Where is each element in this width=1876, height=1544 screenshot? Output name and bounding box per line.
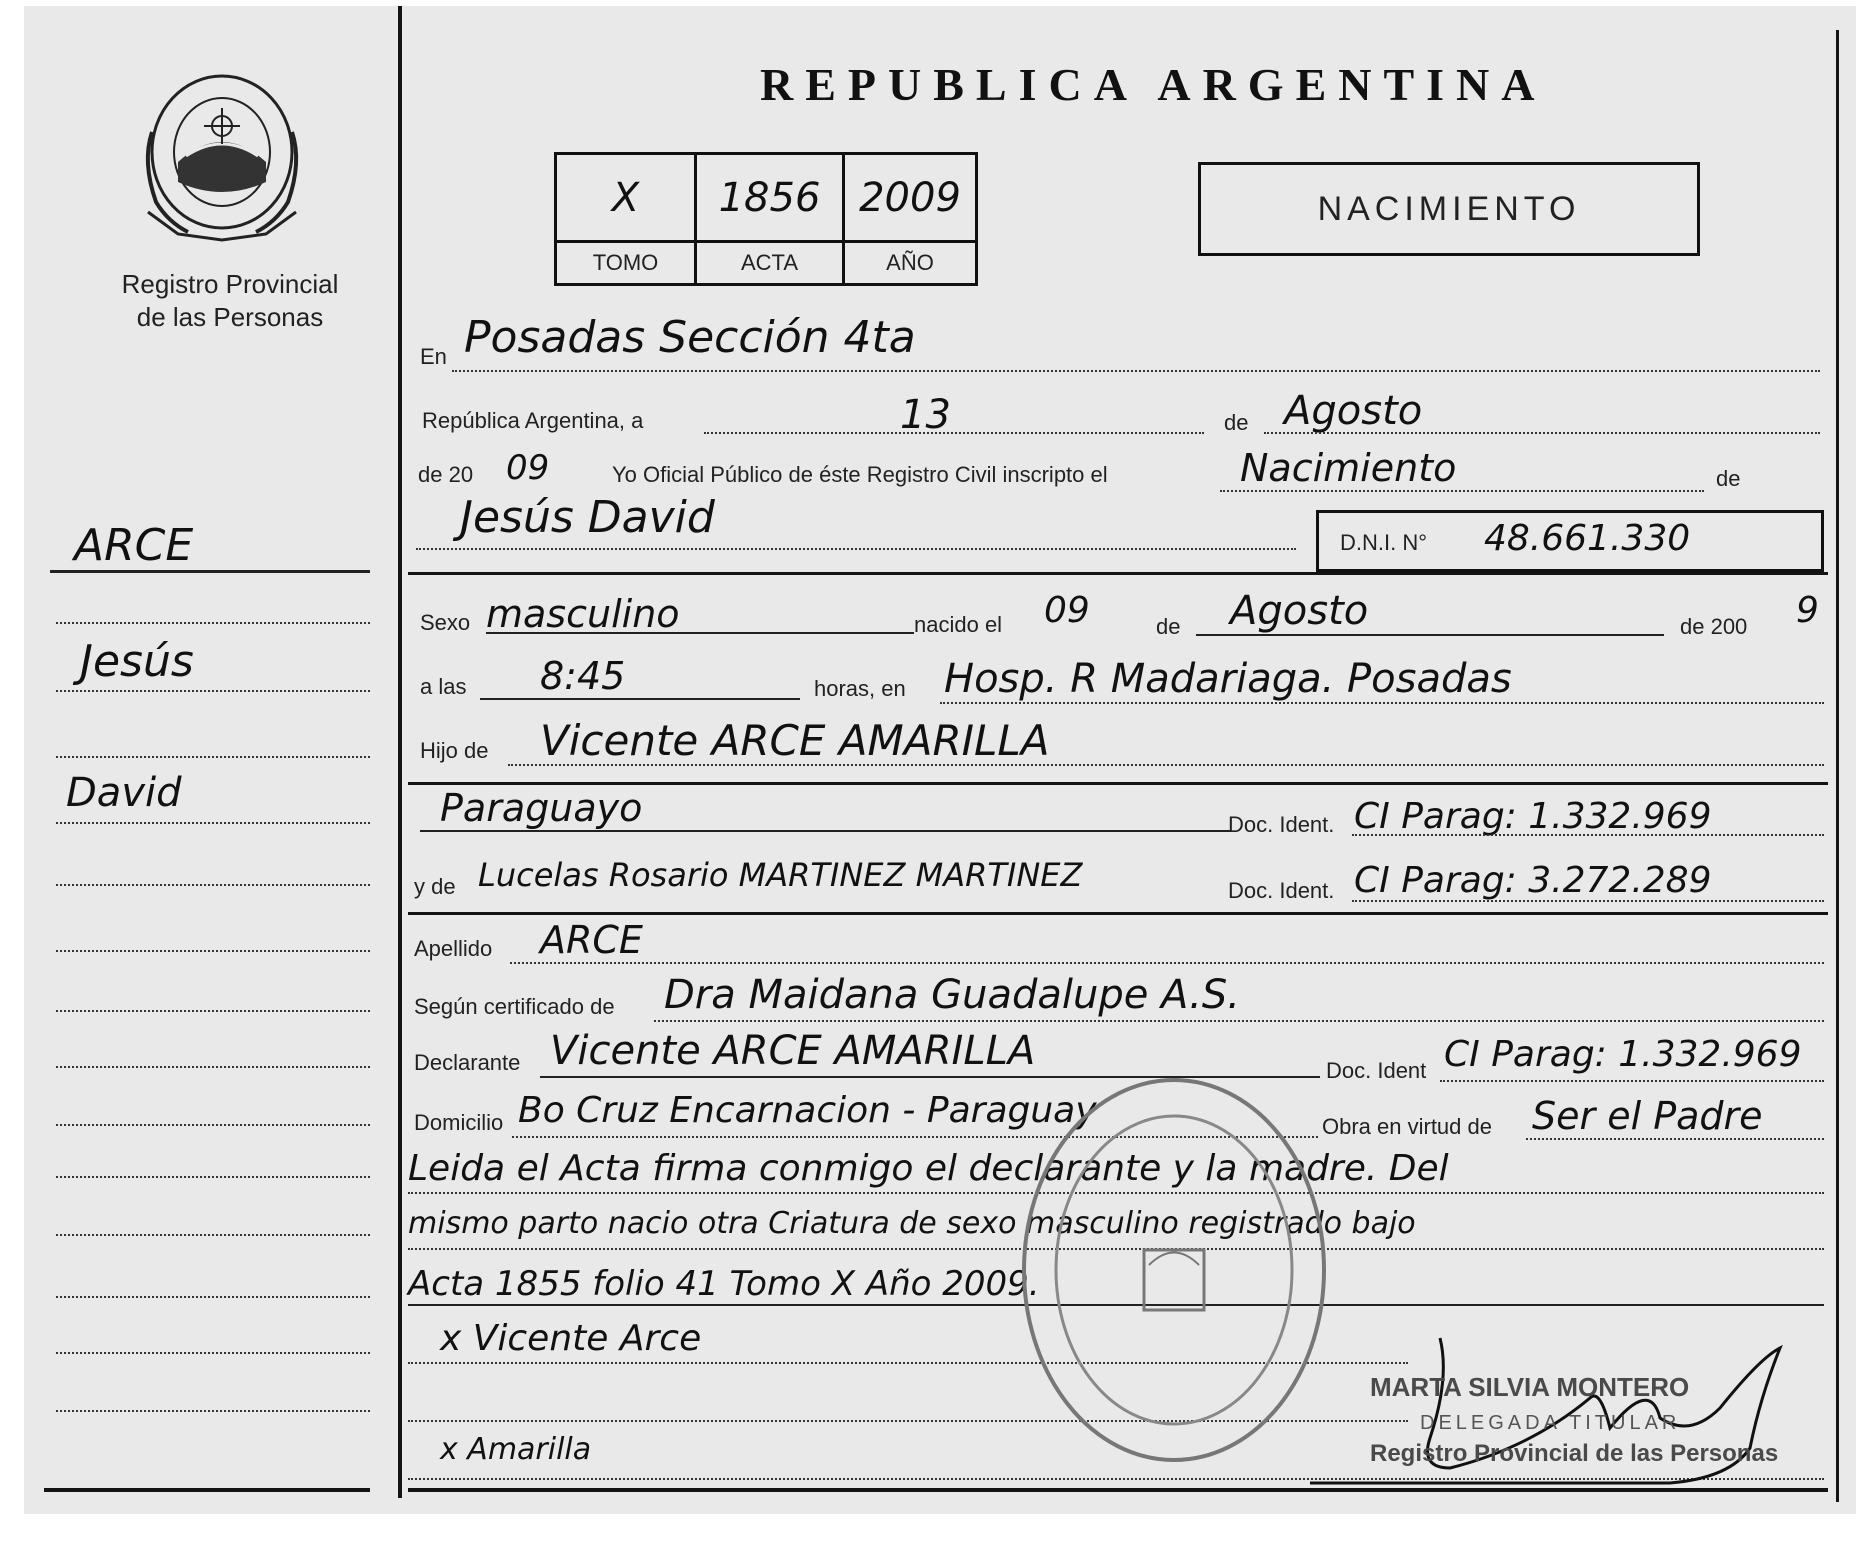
label-obra: Obra en virtud de (1322, 1114, 1492, 1139)
provincial-seal-logo (138, 62, 306, 244)
day-line (704, 432, 1204, 434)
official-name: MARTA SILVIA MONTERO (1370, 1372, 1690, 1402)
certificado-line (654, 1020, 1824, 1022)
child-name-line (416, 548, 1296, 550)
official-round-stamp (1014, 1070, 1334, 1470)
label-republica: República Argentina, a (422, 408, 644, 433)
organization-line-1: Registro Provincial (121, 269, 339, 299)
document-title: REPUBLICA ARGENTINA (760, 59, 1547, 110)
lugar-line (940, 702, 1824, 704)
registry-table (554, 152, 978, 286)
label-dni: D.N.I. N° (1340, 530, 1428, 555)
official-office: Registro Provincial de las Personas (1370, 1440, 1779, 1467)
tomo-label: TOMO (557, 240, 694, 285)
signature-madre: x Amarilla (440, 1432, 592, 1467)
domicilio-value: Bo Cruz Encarnacion - Paraguay (518, 1090, 1097, 1131)
right-border (1836, 30, 1839, 1502)
birth-day-value: 09 (1044, 590, 1090, 631)
label-apellido: Apellido (414, 936, 493, 961)
margin-dotted-line (56, 1296, 370, 1298)
place-line (452, 370, 1820, 372)
nationality-line (420, 830, 1230, 832)
mother-rule (408, 912, 1828, 915)
hora-value: 8:45 (540, 654, 626, 698)
father-doc-value: CI Parag: 1.332.969 (1354, 796, 1712, 837)
sexo-value: masculino (486, 592, 680, 636)
tomo-value: X (611, 175, 640, 221)
tomo-cell (557, 155, 697, 285)
acta-cell (697, 155, 845, 285)
certificado-value: Dra Maidana Guadalupe A.S. (664, 972, 1240, 1018)
apellido-line (510, 962, 1824, 964)
margin-name-1: Jesús (80, 636, 194, 687)
label-sexo: Sexo (420, 610, 471, 635)
parents-rule (408, 782, 1828, 785)
margin-dotted-line (56, 884, 370, 886)
margin-dotted-line (56, 1010, 370, 1012)
father-doc-line (1352, 834, 1824, 836)
mother-doc-value: CI Parag: 3.272.289 (1354, 860, 1712, 901)
label-doc-declarante: Doc. Ident (1326, 1058, 1427, 1083)
margin-dotted-line (56, 622, 370, 624)
label-yde: y de (414, 874, 456, 899)
day-value: 13 (900, 392, 951, 438)
margin-dotted-line (56, 756, 370, 758)
margin-dotted-line (56, 1410, 370, 1412)
label-hijo: Hijo de (420, 738, 489, 763)
month-line (1264, 432, 1820, 434)
father-line (508, 764, 1824, 766)
acta-value: 1856 (718, 175, 821, 221)
note-line-2: mismo parto nacio otra Criatura de sexo masculino registrado bajo (408, 1206, 1416, 1241)
place-value: Posadas Sección 4ta (464, 312, 916, 363)
declarante-doc-value: CI Parag: 1.332.969 (1444, 1034, 1802, 1075)
left-bottom-rule (44, 1488, 370, 1492)
margin-surname: ARCE (74, 520, 194, 571)
anio-cell (845, 155, 975, 285)
label-oficial: Yo Oficial Público de éste Registro Civil inscripto el (612, 462, 1108, 487)
declarante-doc-line (1440, 1080, 1824, 1082)
organization-name (80, 268, 380, 334)
birth-month-value: Agosto (1230, 588, 1369, 634)
label-alas: a las (420, 674, 467, 699)
label-horas: horas, en (814, 676, 906, 701)
label-certificado: Según certificado de (414, 994, 615, 1019)
declarante-value: Vicente ARCE AMARILLA (550, 1028, 1036, 1074)
margin-name-2: David (66, 770, 182, 816)
act-name-line (1220, 490, 1704, 492)
label-de: de (1224, 410, 1249, 435)
hora-line (480, 698, 800, 700)
birth-month-line (1196, 634, 1664, 636)
label-de200: de 200 (1680, 614, 1748, 639)
father-value: Vicente ARCE AMARILLA (540, 716, 1050, 765)
acta-label: ACTA (697, 240, 842, 285)
mother-value: Lucelas Rosario MARTINEZ MARTINEZ (478, 856, 1083, 894)
label-de-after: de (1716, 466, 1741, 491)
label-en: En (420, 344, 447, 369)
label-de-birth: de (1156, 614, 1181, 639)
month-value: Agosto (1284, 388, 1423, 434)
official-signature (1290, 1318, 1810, 1498)
margin-surname-line (50, 570, 370, 573)
margin-dotted-line (56, 690, 370, 692)
sexo-line (486, 632, 914, 634)
note-line-3: Acta 1855 folio 41 Tomo X Año 2009. (408, 1264, 1040, 1304)
label-de20: de 20 (418, 462, 474, 487)
left-margin-border (398, 6, 402, 1498)
margin-dotted-line (56, 950, 370, 952)
margin-dotted-line (56, 1234, 370, 1236)
label-doc-father: Doc. Ident. (1228, 812, 1335, 837)
act-name-value: Nacimiento (1240, 446, 1457, 490)
margin-dotted-line (56, 822, 370, 824)
year-suffix-value: 09 (506, 448, 550, 488)
child-name-value: Jesús David (460, 492, 715, 543)
label-nacido: nacido el (914, 612, 1003, 637)
obra-line (1526, 1138, 1824, 1140)
lugar-value: Hosp. R Madariaga. Posadas (944, 656, 1512, 702)
apellido-value: ARCE (540, 918, 643, 962)
anio-label: AÑO (845, 240, 975, 285)
obra-value: Ser el Padre (1532, 1094, 1763, 1138)
dni-value: 48.661.330 (1484, 518, 1691, 559)
margin-dotted-line (56, 1124, 370, 1126)
label-domicilio: Domicilio (414, 1110, 504, 1135)
label-declarante: Declarante (414, 1050, 521, 1075)
margin-dotted-line (56, 1066, 370, 1068)
act-type-box: NACIMIENTO (1198, 162, 1700, 256)
section-rule (408, 572, 1828, 575)
anio-value: 2009 (859, 175, 961, 221)
official-title: DELEGADA TITULAR (1420, 1412, 1681, 1434)
signature-declarante: x Vicente Arce (440, 1318, 702, 1359)
organization-line-2: de las Personas (136, 302, 324, 332)
mother-doc-line (1352, 900, 1824, 902)
margin-dotted-line (56, 1176, 370, 1178)
father-nationality-value: Paraguayo (440, 786, 643, 830)
note-line-1: Leida el Acta firma conmigo el declarante y la madre. Del (408, 1148, 1449, 1189)
birth-year-value: 9 (1796, 590, 1819, 631)
label-doc-mother: Doc. Ident. (1228, 878, 1335, 903)
margin-dotted-line (56, 1352, 370, 1354)
